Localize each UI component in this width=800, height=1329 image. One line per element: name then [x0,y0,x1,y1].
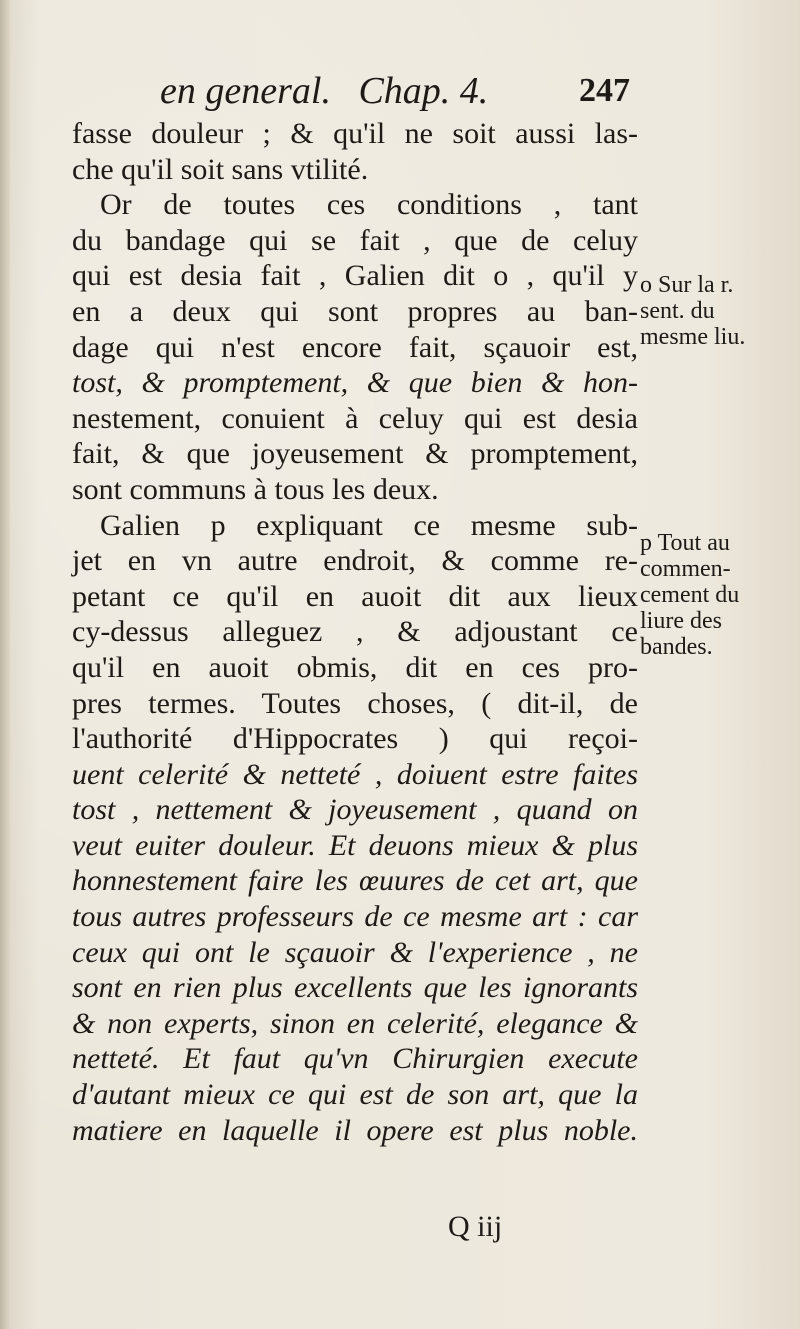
text-line: d'autant mieux ce qui est de son art, que la [72,1078,638,1112]
marginal-note-line: commen- [640,556,731,582]
text-line: nestement, conuient à celuy qui est desia [72,401,638,435]
text-line: sont en rien plus excellents que les ignorants [72,971,638,1005]
text-line: matiere en laquelle il opere est plus noble. [72,1113,638,1147]
text-line: che qu'il soit sans vtilité. [72,152,369,186]
text-line: petant ce qu'il en auoit dit aux lieux [72,579,638,613]
text-line: netteté. Et faut qu'vn Chirurgien execute [72,1042,638,1076]
marginal-note-line: o Sur la r. [640,272,734,298]
text-line: tous autres professeurs de ce mesme art : car [72,900,638,934]
marginal-note-line: cement du [640,582,740,608]
text-line: du bandage qui se fait , que de celuy [72,223,638,257]
running-header [160,66,630,116]
text-line: Or de toutes ces conditions , tant [100,188,638,222]
text-line: qui est desia fait , Galien dit o , qu'il y [72,259,638,293]
text-line: pres termes. Toutes choses, ( dit-il, de [72,686,638,720]
text-line: fait, & que joyeusement & promptement, [72,437,638,471]
text-line: qu'il en auoit obmis, dit en ces pro- [72,650,638,684]
page-number: 247 [579,72,630,109]
text-line: honnestement faire les œuures de cet art, que [72,864,638,898]
marginal-note-line: mesme liu. [640,324,746,350]
marginal-note-line: sent. du [640,298,715,324]
main-text-block [72,116,638,1148]
marginal-note-line: bandes. [640,634,713,660]
text-line: tost , nettement & joyeusement , quand on [72,793,638,827]
text-line: & non experts, sinon en celerité, elegance & [72,1006,638,1040]
marginal-note-o [640,272,790,350]
text-line: en a deux qui sont propres au ban- [72,294,638,328]
marginal-note-line: p Tout au [640,530,730,556]
text-line: fasse douleur ; & qu'il ne soit aussi las- [72,117,638,150]
text-line: l'authorité d'Hippocrates ) qui reçoi- [72,722,638,756]
text-line: uent celerité & netteté , doiuent estre faites [72,757,638,791]
text-line: veut euiter douleur. Et deuons mieux & plus [72,828,638,862]
page-gutter-shadow [0,0,10,1329]
signature-mark: Q iij [448,1210,503,1243]
running-title: en general. [160,70,331,112]
text-line: Galien p expliquant ce mesme sub- [100,508,638,542]
marginal-note-p [640,530,790,660]
text-line: dage qui n'est encore fait, sçauoir est, [72,330,638,364]
chapter-label: Chap. 4. [358,70,489,112]
text-line: sont communs à tous les deux. [72,472,439,506]
text-line: ceux qui ont le sçauoir & l'experience , ne [72,935,638,969]
marginal-note-line: liure des [640,608,722,634]
text-line: jet en vn autre endroit, & comme re- [72,544,638,578]
text-line: cy-dessus alleguez , & adjoustant ce [72,615,638,649]
text-line: tost, & promptement, & que bien & hon- [72,366,638,400]
